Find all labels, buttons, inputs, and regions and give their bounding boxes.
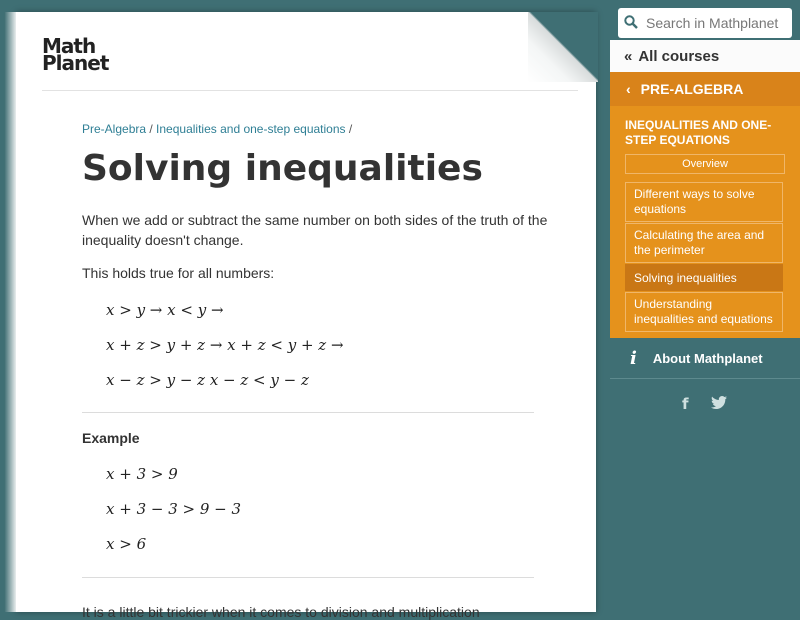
course-label: PRE-ALGEBRA xyxy=(640,81,744,97)
search-icon[interactable] xyxy=(618,14,644,33)
breadcrumb-inequalities[interactable]: Inequalities and one-step equations xyxy=(156,122,346,136)
overview-link[interactable]: Overview xyxy=(625,154,785,174)
numbers-paragraph: This holds true for all numbers: xyxy=(82,265,275,281)
page-curl xyxy=(528,12,598,82)
section-title[interactable]: INEQUALITIES AND ONE-STEP EQUATIONS xyxy=(625,118,772,147)
course-menu xyxy=(610,72,800,338)
breadcrumb-pre-algebra[interactable]: Pre-Algebra xyxy=(82,122,147,136)
content-page xyxy=(16,12,596,620)
all-courses-link[interactable] xyxy=(610,40,800,72)
section-divider xyxy=(82,577,534,578)
sidebar xyxy=(610,0,800,600)
example-line-2: x + 3 − 3 > 9 − 3 xyxy=(106,500,242,518)
facebook-icon[interactable]: f xyxy=(682,395,689,413)
math-line-3: x − z > y − z x − z < y − z xyxy=(106,371,309,389)
breadcrumb-sep: / xyxy=(345,122,353,136)
math-line-2: x + z > y + z → x + z < y + z → xyxy=(106,336,344,354)
all-courses-label: All courses xyxy=(638,47,720,65)
double-chevron-left-icon: « xyxy=(624,47,633,65)
twitter-icon[interactable] xyxy=(711,395,727,413)
search-box xyxy=(618,8,792,38)
example-heading: Example xyxy=(82,430,140,446)
nav-item-understanding-inequalities[interactable]: Understanding inequalities and equations xyxy=(625,292,783,332)
course-link-pre-algebra[interactable] xyxy=(610,72,800,106)
about-label: About Mathplanet xyxy=(652,350,763,366)
nav-item-area-perimeter[interactable]: Calculating the area and the perimeter xyxy=(625,223,783,263)
chevron-left-icon: ‹ xyxy=(626,81,631,97)
nav-item-different-ways[interactable]: Different ways to solve equations xyxy=(625,182,783,222)
header-divider xyxy=(42,90,578,91)
breadcrumb xyxy=(82,122,352,136)
section-divider xyxy=(82,412,534,413)
next-paragraph: It is a little bit trickier when it comes to division and multiplication xyxy=(82,604,480,620)
about-mathplanet-link[interactable] xyxy=(610,338,800,379)
example-line-1: x + 3 > 9 xyxy=(106,465,178,483)
intro-paragraph: When we add or subtract the same number on both sides of the truth of the inequality doesn't change. xyxy=(82,212,548,248)
logo-line1: Math xyxy=(42,34,96,58)
search-input[interactable] xyxy=(644,14,788,32)
example-line-3: x > 6 xyxy=(106,535,147,553)
logo-line2: Planet xyxy=(42,51,109,75)
info-icon: i xyxy=(630,347,637,369)
nav-item-solving-inequalities[interactable]: Solving inequalities xyxy=(625,264,783,291)
math-line-1: x > y → x < y → xyxy=(106,301,224,319)
mathplanet-logo[interactable] xyxy=(42,34,109,75)
social-links xyxy=(682,395,727,413)
page-title: Solving inequalities xyxy=(82,148,483,189)
breadcrumb-sep: / xyxy=(146,122,157,136)
